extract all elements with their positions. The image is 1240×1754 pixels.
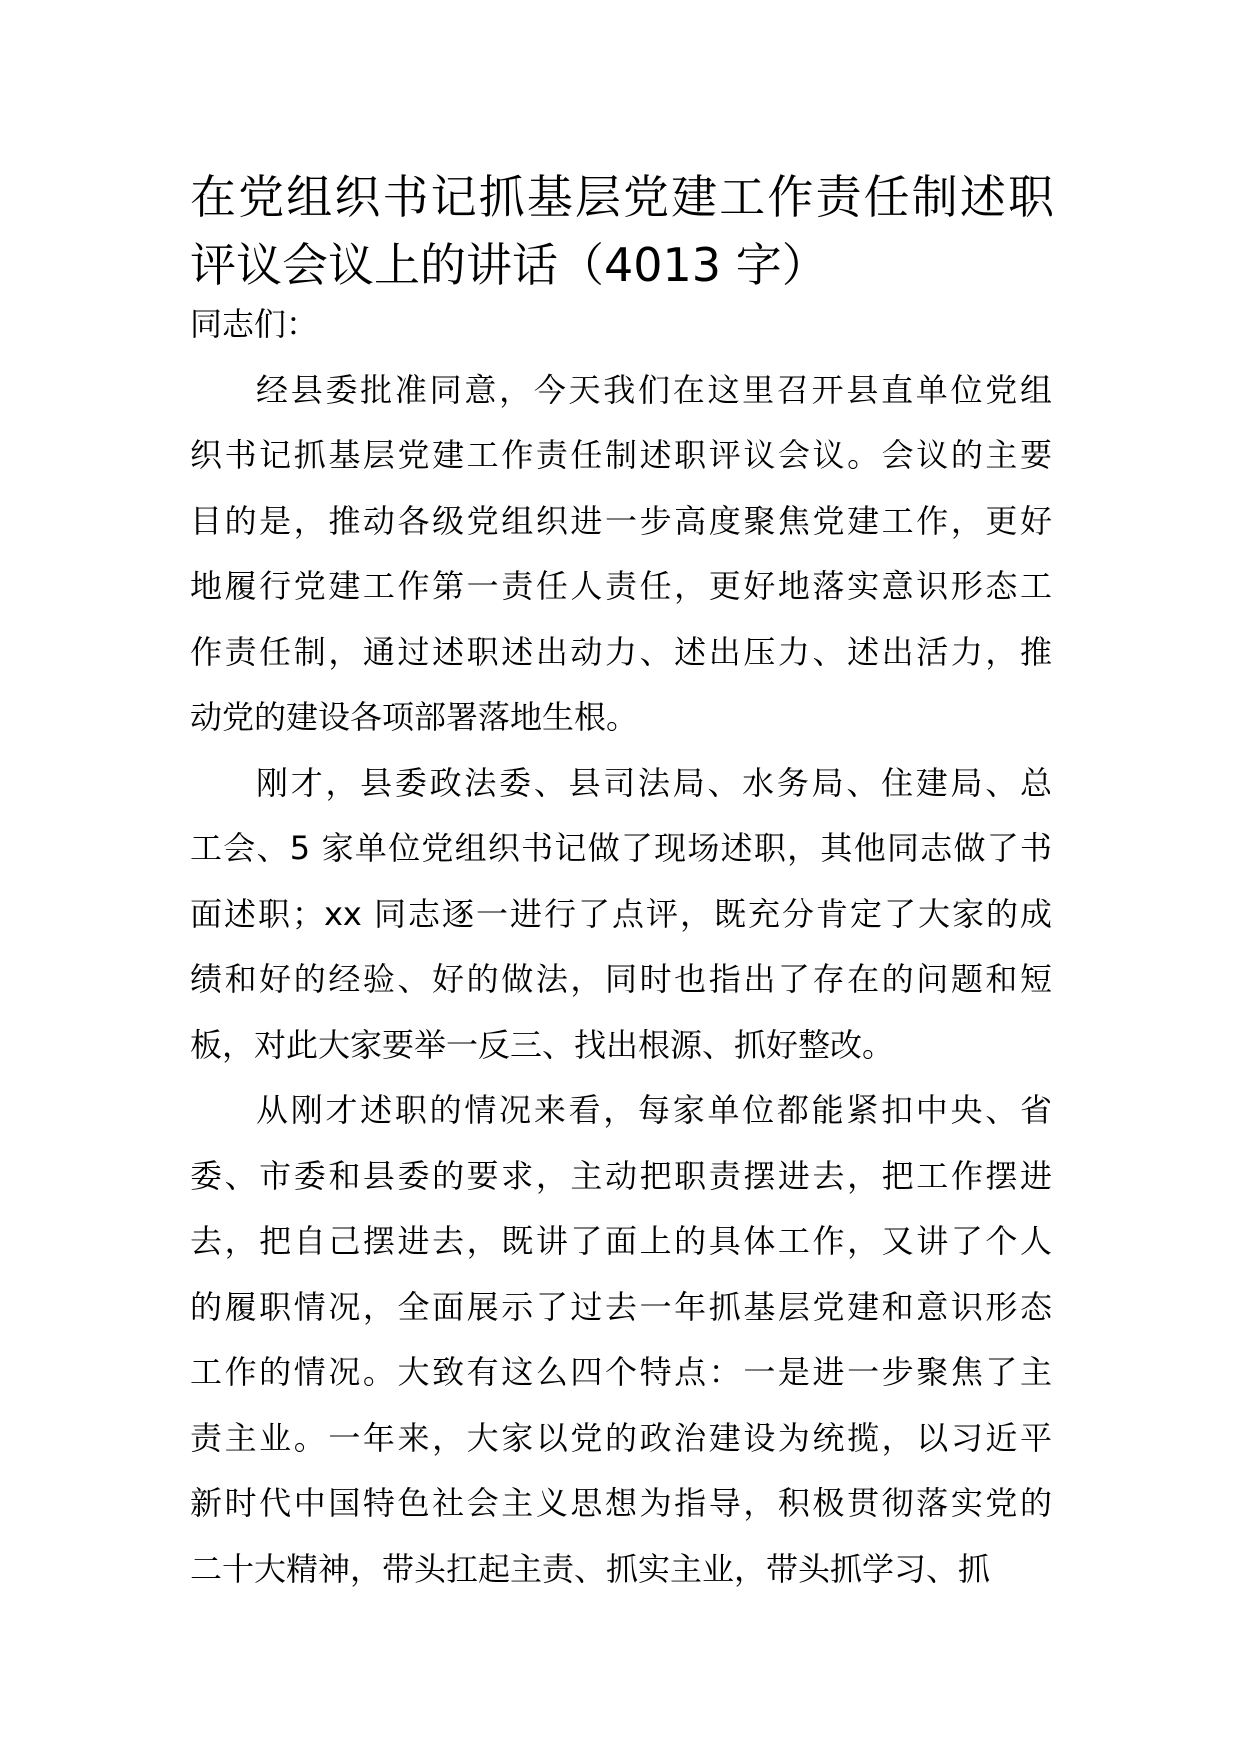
paragraph-line: 面述职；xx 同志逐一进行了点评，既充分肯定了大家的成 xyxy=(190,894,1052,933)
paragraph-line: 工作的情况。大致有这么四个特点：一是进一步聚焦了主 xyxy=(190,1353,1052,1391)
paragraph-line: 织书记抓基层党建工作责任制述职评议会议。会议的主要 xyxy=(190,436,1052,474)
paragraph-line: 地履行党建工作第一责任人责任，更好地落实意识形态工 xyxy=(190,567,1052,605)
paragraph-line: 工会、5 家单位党组织书记做了现场述职，其他同志做了书 xyxy=(190,829,1052,867)
title-line-2: 评议会议上的讲话（4013 字） xyxy=(190,238,828,292)
paragraph-line: 责主业。一年来，大家以党的政治建设为统揽，以习近平 xyxy=(190,1418,1052,1457)
paragraph-line: 委、市委和县委的要求，主动把职责摆进去，把工作摆进 xyxy=(190,1156,1052,1195)
paragraph-line: 目的是，推动各级党组织进一步高度聚焦党建工作，更好 xyxy=(190,501,1052,540)
paragraph-line: 的履职情况，全面展示了过去一年抓基层党建和意识形态 xyxy=(190,1287,1052,1326)
salutation: 同志们： xyxy=(190,305,319,343)
document-title xyxy=(190,163,1054,299)
paragraph-line: 去，把自己摆进去，既讲了面上的具体工作，又讲了个人 xyxy=(190,1222,1052,1260)
paragraph-line: 绩和好的经验、好的做法，同时也指出了存在的问题和短 xyxy=(190,960,1052,998)
paragraph-line: 动党的建设各项部署落地生根。 xyxy=(190,698,639,736)
paragraph-line: 从刚才述职的情况来看，每家单位都能紧扣中央、省 xyxy=(256,1091,1052,1129)
paragraph-line: 二十大精神，带头扛起主责、抓实主业，带头抓学习、抓 xyxy=(190,1549,991,1588)
paragraph-line: 作责任制，通过述职述出动力、述出压力、述出活力，推 xyxy=(190,632,1052,671)
paragraph-line: 刚才，县委政法委、县司法局、水务局、住建局、总 xyxy=(256,763,1052,802)
paragraph-line: 经县委批准同意，今天我们在这里召开县直单位党组 xyxy=(256,370,1052,409)
paragraph-line: 板，对此大家要举一反三、找出根源、抓好整改。 xyxy=(190,1025,895,1064)
paragraph xyxy=(190,751,1052,1079)
paragraph-line: 新时代中国特色社会主义思想为指导，积极贯彻落实党的 xyxy=(190,1484,1052,1522)
paragraph xyxy=(190,358,1052,751)
title-line-1: 在党组织书记抓基层党建工作责任制述职 xyxy=(190,170,1054,224)
document-body xyxy=(190,292,1052,1602)
paragraph xyxy=(190,1078,1052,1602)
